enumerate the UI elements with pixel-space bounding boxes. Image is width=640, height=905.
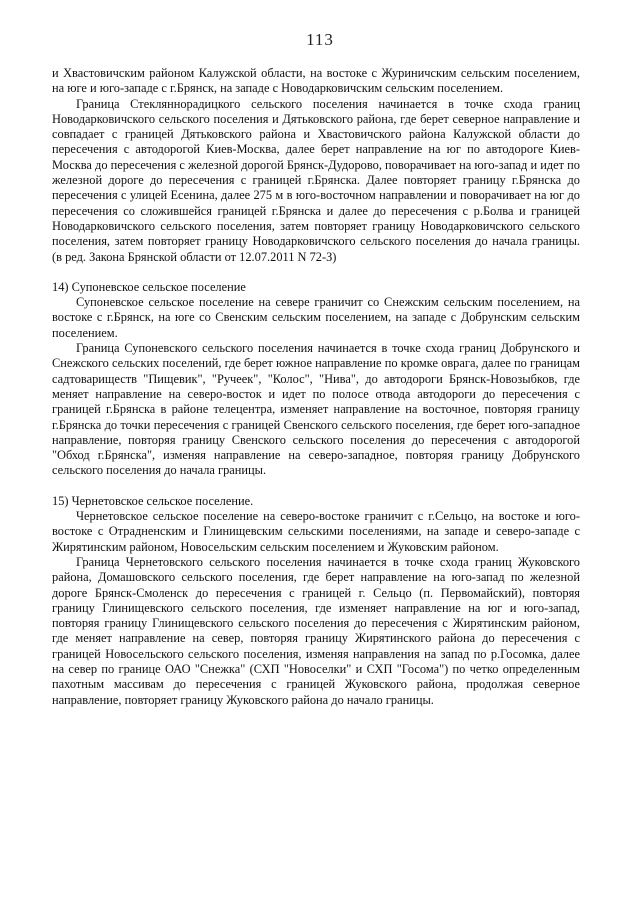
paragraph-suponevskoe-neighbors: Супоневское сельское поселение на севере граничит со Снежским сельским поселением, на востоке с г.Брянск, на юге со Свенским сельским поселением, на западе с Добрунским сельским поселением. [52, 295, 580, 340]
document-body [52, 66, 580, 708]
section-heading-chernetovskoe: 15) Чернетовское сельское поселение. [52, 493, 254, 508]
page-number: 113 [306, 30, 334, 49]
paragraph-chernetovskoe-boundary: Граница Чернетовского сельского поселения начинается в точке схода границ Жуковского района, Домашовского сельского поселения, где берет направление на юго-запад по железной дороге Брянск-Смоленск до пересечения с границей г. Сельцо (п. Первомайский), повторяя границу Глинищевского сельского поселения, где изменяет направление на юг и юго-запад, повторяя границу Глинищевского сельского поселения до пересечения с Жирятинским районом, где меняет направление на север, повторяя границу Жирятинского района до пересечения с границей Новосельского сельского поселения, изменяя направления на запад по р.Госомка, далее на север по границе ОАО "Снежка" (СХП "Новоселки" и СХП "Госома") по четко определенным пахотным массивам до пересечения с границей Жуковского района, продолжая северное направление, повторяет границу Жуковского района до начало границы. [52, 554, 580, 707]
section-heading-suponevskoe: 14) Супоневское сельское поселение [52, 279, 246, 294]
paragraph-stekl-neighbors-end: и Хвастовичским районом Калужской области, на востоке с Журиничским сельским поселением, на юге и юго-западе с г.Брянск, на западе с Новодарковичским сельским поселением. [52, 66, 580, 96]
paragraph-suponevskoe-boundary: Граница Супоневского сельского поселения начинается в точке схода границ Добрунского и Снежского сельских поселений, где берет южное направление по кромке оврага, далее по границам садтовариществ "Пищевик", "Ручеек", "Колос", "Нива", до автодороги Брянск-Новозыбков, где меняет направление на северо-восток и идет по полосе отвода автодороги до пересечения с границей г.Брянска в районе телецентра, изменяет направление на восточное, повторяя границу г.Брянска до точки пересечения с границей Свенского сельского поселения, где берет юго-западное направление, повторяя границу Свенского сельского поселения до пересечения с автодорогой "Обход г.Брянска", изменяя направление на северо-западное, повторяя границу Добрунского сельского поселения до начала границы. [52, 341, 580, 478]
paragraph-chernetovskoe-neighbors: Чернетовское сельское поселение на северо-востоке граничит с г.Сельцо, на востоке и юго-востоке с Отрадненским и Глинищевским сельскими поселениями, на западе и северо-западе с Жирятинским районом, Новосельским сельским поселением и Жуковским районом. [52, 509, 580, 554]
paragraph-stekl-boundary: Граница Стекляннорадицкого сельского поселения начинается в точке схода границ Новодарковичского сельского поселения и Дятьковского района, где берет северное направление и совпадает с границей Дятьковского района и Хвастовичского района Калужской области до пересечения с автодорогой Киев-Москва, далее берет направление на юг по автодороге Киев-Москва до пересечения с железной дорогой Брянск-Дудорово, поворачивает на юго-запад и идет по железной дороге до пересечения с границей г.Брянска. Далее повторяет границу г.Брянска до пересечения с улицей Есенина, далее 275 м в юго-восточном направлении и поворачивает на юг до пересечения со сложившейся границей г.Брянска и далее до пересечения с р.Болва и границей Новодарковичского сельского поселения, затем повторяет границу Новодарковичского сельского поселения, затем повторяет границу Новодарковичского сельского поселения до начала границы. (в ред. Закона Брянской области от 12.07.2011 N 72-З) [52, 96, 580, 264]
